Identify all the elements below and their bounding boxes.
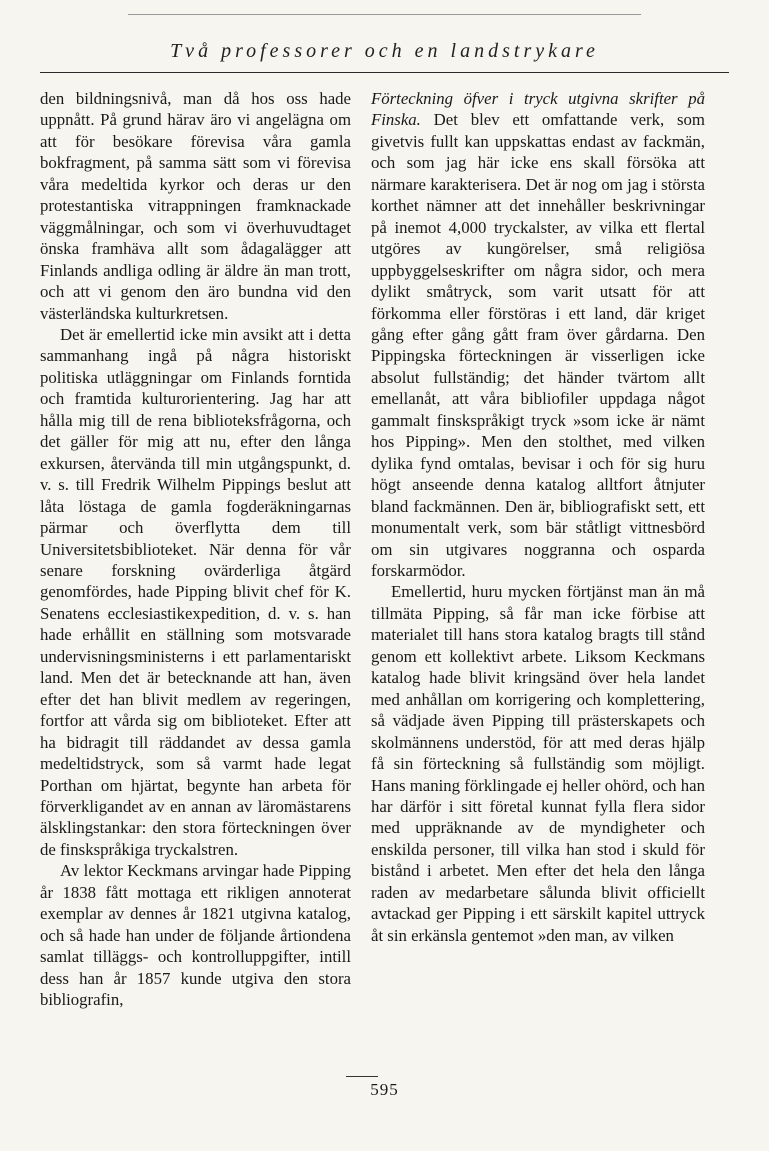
running-head: Två professorer och en landstrykare	[170, 40, 599, 62]
book-title: Förteckning öfver i tryck utgivna skrifter på Finska.	[371, 89, 705, 130]
paragraph-text: Det blev ett omfattande verk, som givetvis fullt kan uppskattas endast av fackmän, och som jag här icke ens skall försöka att närmare karakterisera. Det är nog om jag i största korthet nämner att det innehåller beskrivningar på inemot 4,000 tryckalster, av vilka ett flertal utgöres av kungörelser, små religiösa uppbyggelseskrifter om några sidor, och mera dylikt småtryck, som varit utsatt för att förkomma eller förstöras i ett land, där kriget gång efter gång gått fram över gårdarna. Den Pippingska förteckningen är visserligen icke absolut fullständig; det händer tvärtom allt emellanåt, att våra bibliofiler uppdaga något gammalt finskspråkigt tryck »som icke är nämt hos Pipping». Men den stolthet, med vilken dylika fynd omtalas, bevisar i och för sig huru högt anseende denna katalog alltfort åtnjuter bland fackmännen. Den är, bibliografiskt sett, ett monumentalt verk, som bär ståtligt vittnesbörd om sin utgivares noggranna och osparda forskarmödor.	[371, 110, 705, 580]
page-number: 595	[370, 1080, 399, 1099]
paragraph: Emellertid, huru mycken förtjänst man än må tillmäta Pipping, så får man icke förbise att materialet till hans stora katalog bragts till stånd genom ett kollektivt arbete. Liksom Keckmans katalog hade blivit kringsänd över hela landet med anhållan om korrigering och komplettering, så vädjade även Pipping till prästerskapets och skolmännens understöd, för att med deras hjälp få sin förteckning så fullständig som möjligt. Hans maning förklingade ej heller ohörd, och han har därför i sitt företal kunnat fylla flera sidor med uppräknande av de myndigheter och enskilda personer, till vilka han stod i skuld för bistånd i arbetet. Men efter det hela den långa raden av medarbetare sålunda blivit officiellt avtackad ger Pipping i ett särskilt kapitel uttryck åt sin erkänsla gentemot »den man, av vilken	[371, 582, 705, 945]
folio-rule	[346, 1076, 378, 1077]
paragraph	[371, 88, 705, 581]
right-column	[371, 88, 705, 946]
paragraph: Av lektor Keckmans arvingar hade Pipping år 1838 fått mottaga ett rikligen annoterat exemplar av dennes år 1821 utgivna katalog, och så hade han under de följande årtiondena samlat tilläggs- och kontrolluppgifter, intill dess han år 1857 kunde utgiva den stora bibliografin,	[40, 861, 351, 1010]
left-column	[40, 88, 351, 1010]
header-rule	[40, 72, 729, 73]
paragraph: Det är emellertid icke min avsikt att i detta sammanhang ingå på några historiskt politiska utläggningar om Finlands forntida och framtida kulturorientering. Jag har att hålla mig till de rena biblioteksfrågorna, och det gäller för mig att nu, efter den långa exkursen, återvända till min utgångspunkt, d. v. s. till Fredrik Wilhelm Pippings beslut att låta löstaga de gamla fogderäkningarnas pärmar och överflytta dem till Universitetsbiblioteket. När denna för vår senare forskning ovärderliga åtgärd genomfördes, hade Pipping blivit chef för K. Senatens ecclesiastikexpedition, d. v. s. han hade erhållit en ställning som motsvarade undervisningsministerns i ett parlamentariskt land. Men det är betecknande att han, även efter det han blivit medlem av regeringen, fortfor att vårda sig om biblioteket. Efter att ha bidragit till räddandet av dessa gamla medeltidstryck, som så varmt hade legat Porthan om hjärtat, begynte han arbeta för förverkligandet av en annan av läromästarens älsklingstankar: den stora förteckningen över de finskspråkiga tryckalstren.	[40, 324, 351, 859]
paragraph: den bildningsnivå, man då hos oss hade uppnått. På grund härav äro vi angelägna om att för besökare förevisa våra gamla bokfragment, på samma sätt som vi förevisa våra medeltida kyrkor och deras ur den protestantiska vitrappningen framknackade väggmålningar, och som vi överhuvudtaget önska framhäva allt som ådagalägger att Finlands andliga odling är äldre än man trott, och att vi genom den äro bundna vid den västerländska kulturkretsen.	[40, 89, 351, 323]
top-edge-rule	[128, 14, 641, 15]
